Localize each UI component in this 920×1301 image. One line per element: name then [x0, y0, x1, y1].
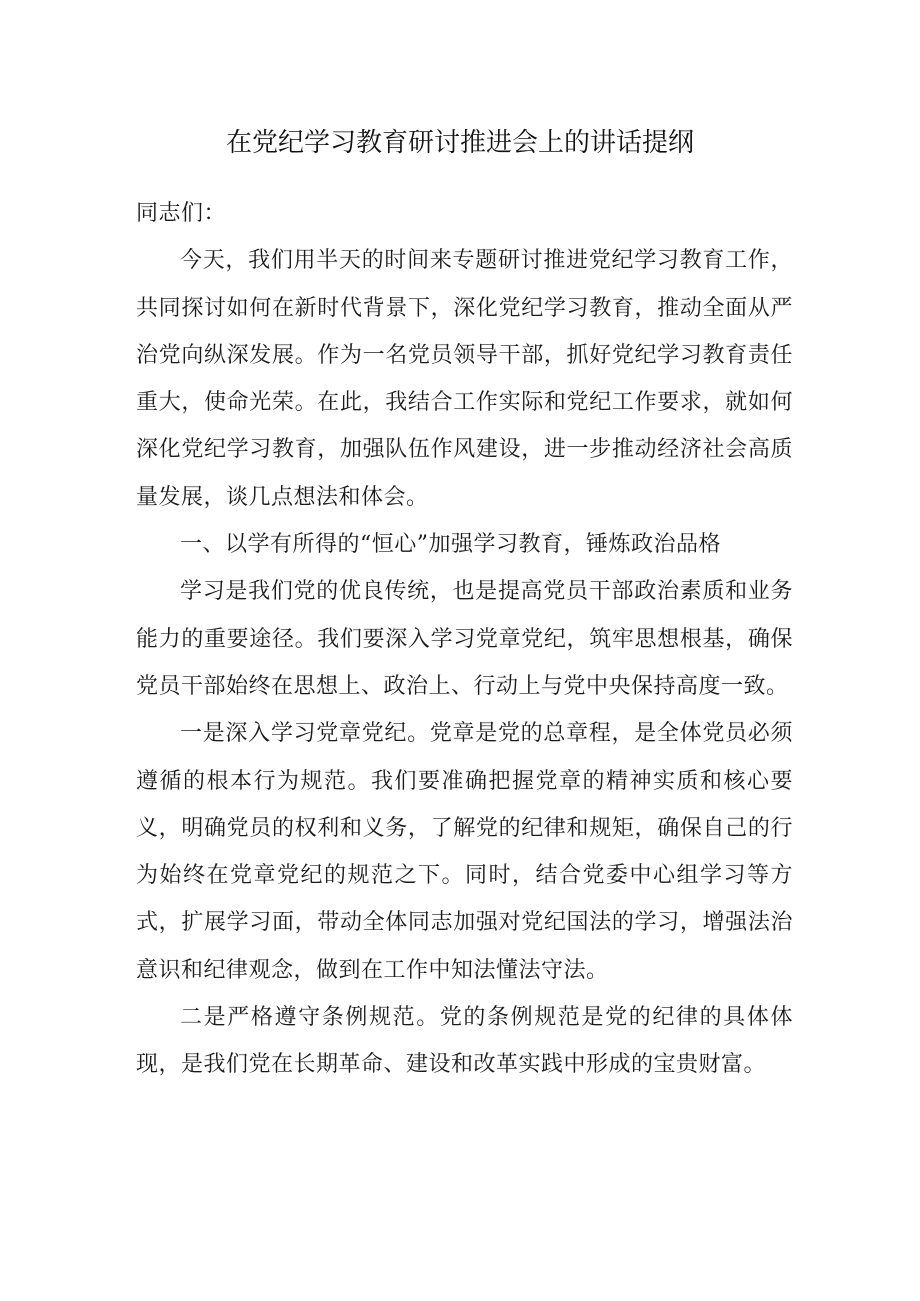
paragraph-point-2: 二是严格遵守条例规范。党的条例规范是党的纪律的具体体现，是我们党在长期革命、建设和改革实践中形成的宝贵财富。 — [136, 1005, 793, 1078]
salutation: 同志们： — [136, 201, 227, 226]
section-heading-1: 一、以学有所得的“恒心”加强学习教育，锤炼政治品格 — [180, 532, 721, 558]
document-title: 在党纪学习教育研讨推进会上的讲话提纲 — [225, 128, 694, 158]
paragraph-intro: 今天，我们用半天的时间来专题研讨推进党纪学习教育工作，共同探讨如何在新时代背景下，深化党纪学习教育，推动全面从严治党向纵深发展。作为一名党员领导干部，抓好党纪学习教育责任重大，使命光荣。在此，我结合工作实际和党纪工作要求，就如何深化党纪学习教育，加强队伍作风建设，进一步推动经济社会高质量发展，谈几点想法和体会。 — [136, 248, 793, 510]
paragraph-section-1-overview: 学习是我们党的优良传统，也是提高党员干部政治素质和业务能力的重要途径。我们要深入学习党章党纪，筑牢思想根基，确保党员干部始终在思想上、政治上、行动上与党中央保持高度一致。 — [136, 579, 793, 699]
paragraph-point-1: 一是深入学习党章党纪。党章是党的总章程，是全体党员必须遵循的根本行为规范。我们要准确把握党章的精神实质和核心要义，明确党员的权利和义务，了解党的纪律和规矩，确保自己的行为始终在党章党纪的规范之下。同时，结合党委中心组学习等方式，扩展学习面，带动全体同志加强对党纪国法的学习，增强法治意识和纪律观念，做到在工作中知法懂法守法。 — [136, 721, 793, 983]
document-body — [136, 190, 793, 1089]
